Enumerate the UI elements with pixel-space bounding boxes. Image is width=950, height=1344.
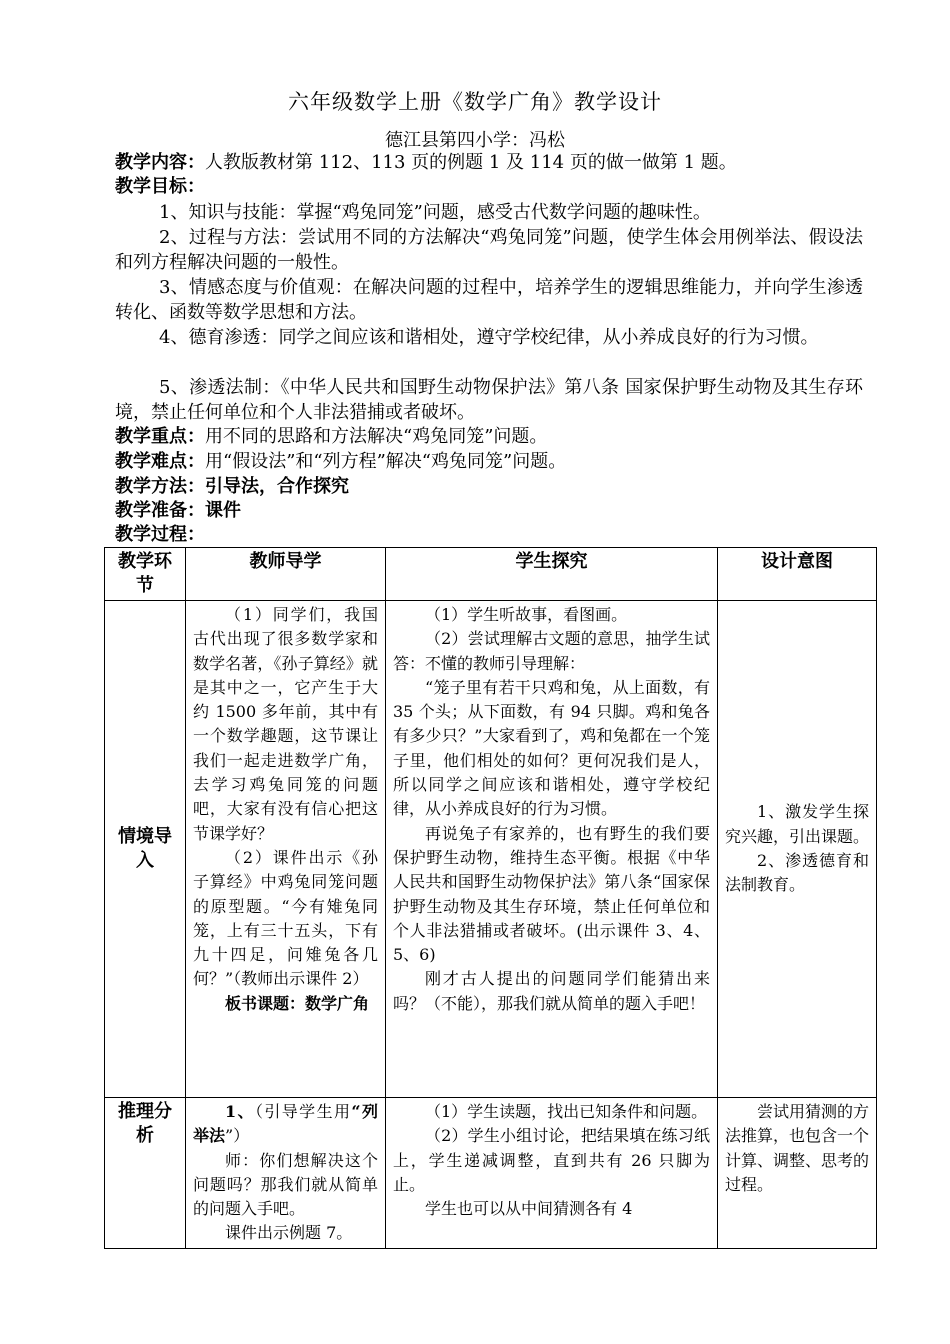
intent-cell: 1、激发学生探究兴趣，引出课题。 2、渗透德育和法制教育。 [718,601,877,1098]
goal-1: 1、知识与技能：掌握“鸡兔同笼”问题，感受古代数学问题的趣味性。 [159,202,711,223]
header-stage: 教学环节 [105,548,186,601]
goal-5: 5、渗透法制：《中华人民共和国野生动物保护法》第八条 国家保护野生动物及其生存环境，禁止任何单位和个人非法猎捕或者破坏。 [115,377,863,423]
intent-cell: 尝试用猜测的方法推算，也包含一个计算、调整、思考的过程。 [718,1098,877,1249]
stage-cell: 情境导入 [105,601,186,1098]
goal-2: 2、过程与方法：尝试用不同的方法解决“鸡兔同笼”问题，使学生体会用例举法、假设法和列方程解决问题的一般性。 [115,227,863,273]
document-title: 六年级数学上册《数学广角》教学设计 [288,90,662,114]
teaching-process-label: 教学过程： [115,524,205,545]
table-header-row [105,548,877,601]
teaching-content: 教学内容：人教版教材第 112、113 页的例题 1 及 114 页的做一做第 1 题。 [115,152,737,173]
teaching-goals-label: 教学目标： [115,176,205,197]
teaching-difficulty: 教学难点：用“假设法”和“列方程”解决“鸡兔同笼”问题。 [115,451,567,472]
table-row [105,1098,877,1249]
teaching-method: 教学方法：引导法，合作探究 [115,476,349,497]
header-intent: 设计意图 [718,548,877,601]
goal-4: 4、德育渗透：同学之间应该和谐相处，遵守学校纪律，从小养成良好的行为习惯。 [159,327,819,348]
goal-3: 3、情感态度与价值观：在解决问题的过程中，培养学生的逻辑思维能力，并向学生渗透转化、函数等数学思想和方法。 [115,277,863,323]
teacher-cell: （1）同学们，我国古代出现了很多数学家和数学名著，《孙子算经》就是其中之一，它产生于大约 1500 多年前，其中有一个数学趣题，这节课让我们一起走进数学广角，去学习鸡兔同笼的问题吧，大家有没有信心把这节课学好？ （2）课件出示《孙子算经》中鸡兔同笼问题的原型题。“今有雉兔同笼，上有三十五头，下有九十四足，问雉兔各几何？”（教师出示课件 2） 板书课题：数学广角 [186,601,386,1098]
teaching-preparation: 教学准备：课件 [115,500,241,521]
lesson-plan-table [104,547,877,1249]
teaching-key-point: 教学重点：用不同的思路和方法解决“鸡兔同笼”问题。 [115,426,548,447]
table-row [105,601,877,1098]
student-cell: （1）学生听故事，看图画。 （2）尝试理解古文题的意思，抽学生试答：不懂的教师引导理解： “笼子里有若干只鸡和兔，从上面数，有 35 个头；从下面数，有 94 只脚。鸡和兔各有多少只？”大家看到了，鸡和兔都在一个笼子里，他们相处的如何？更何况我们是人，所以同学之间应该和谐相处，遵守学校纪律，从小养成良好的行为习惯。 再说兔子有家养的，也有野生的我们要保护野生动物，维持生态平衡。根据《中华人民共和国野生动物保护法》第八条“国家保护野生动物及其生存环境，禁止任何单位和个人非法猎捕或者破坏。(出示课件 3、4、5、6) 刚才古人提出的问题同学们能猜出来吗？（不能），那我们就从简单的题入手吧！ [386,601,718,1098]
student-cell: （1）学生读题，找出已知条件和问题。 （2）学生小组讨论，把结果填在练习纸上，学生递减调整，直到共有 26 只脚为止。 学生也可以从中间猜测各有 4 [386,1098,718,1249]
author-line: 德江县第四小学：冯松 [385,130,565,151]
teacher-cell: 1、（引导学生用“列举法”） 师：你们想解决这个问题吗？那我们就从简单的问题入手吧。 课件出示例题 7。 [186,1098,386,1249]
header-teacher: 教师导学 [186,548,386,601]
header-student: 学生探究 [386,548,718,601]
stage-cell: 推理分析 [105,1098,186,1249]
